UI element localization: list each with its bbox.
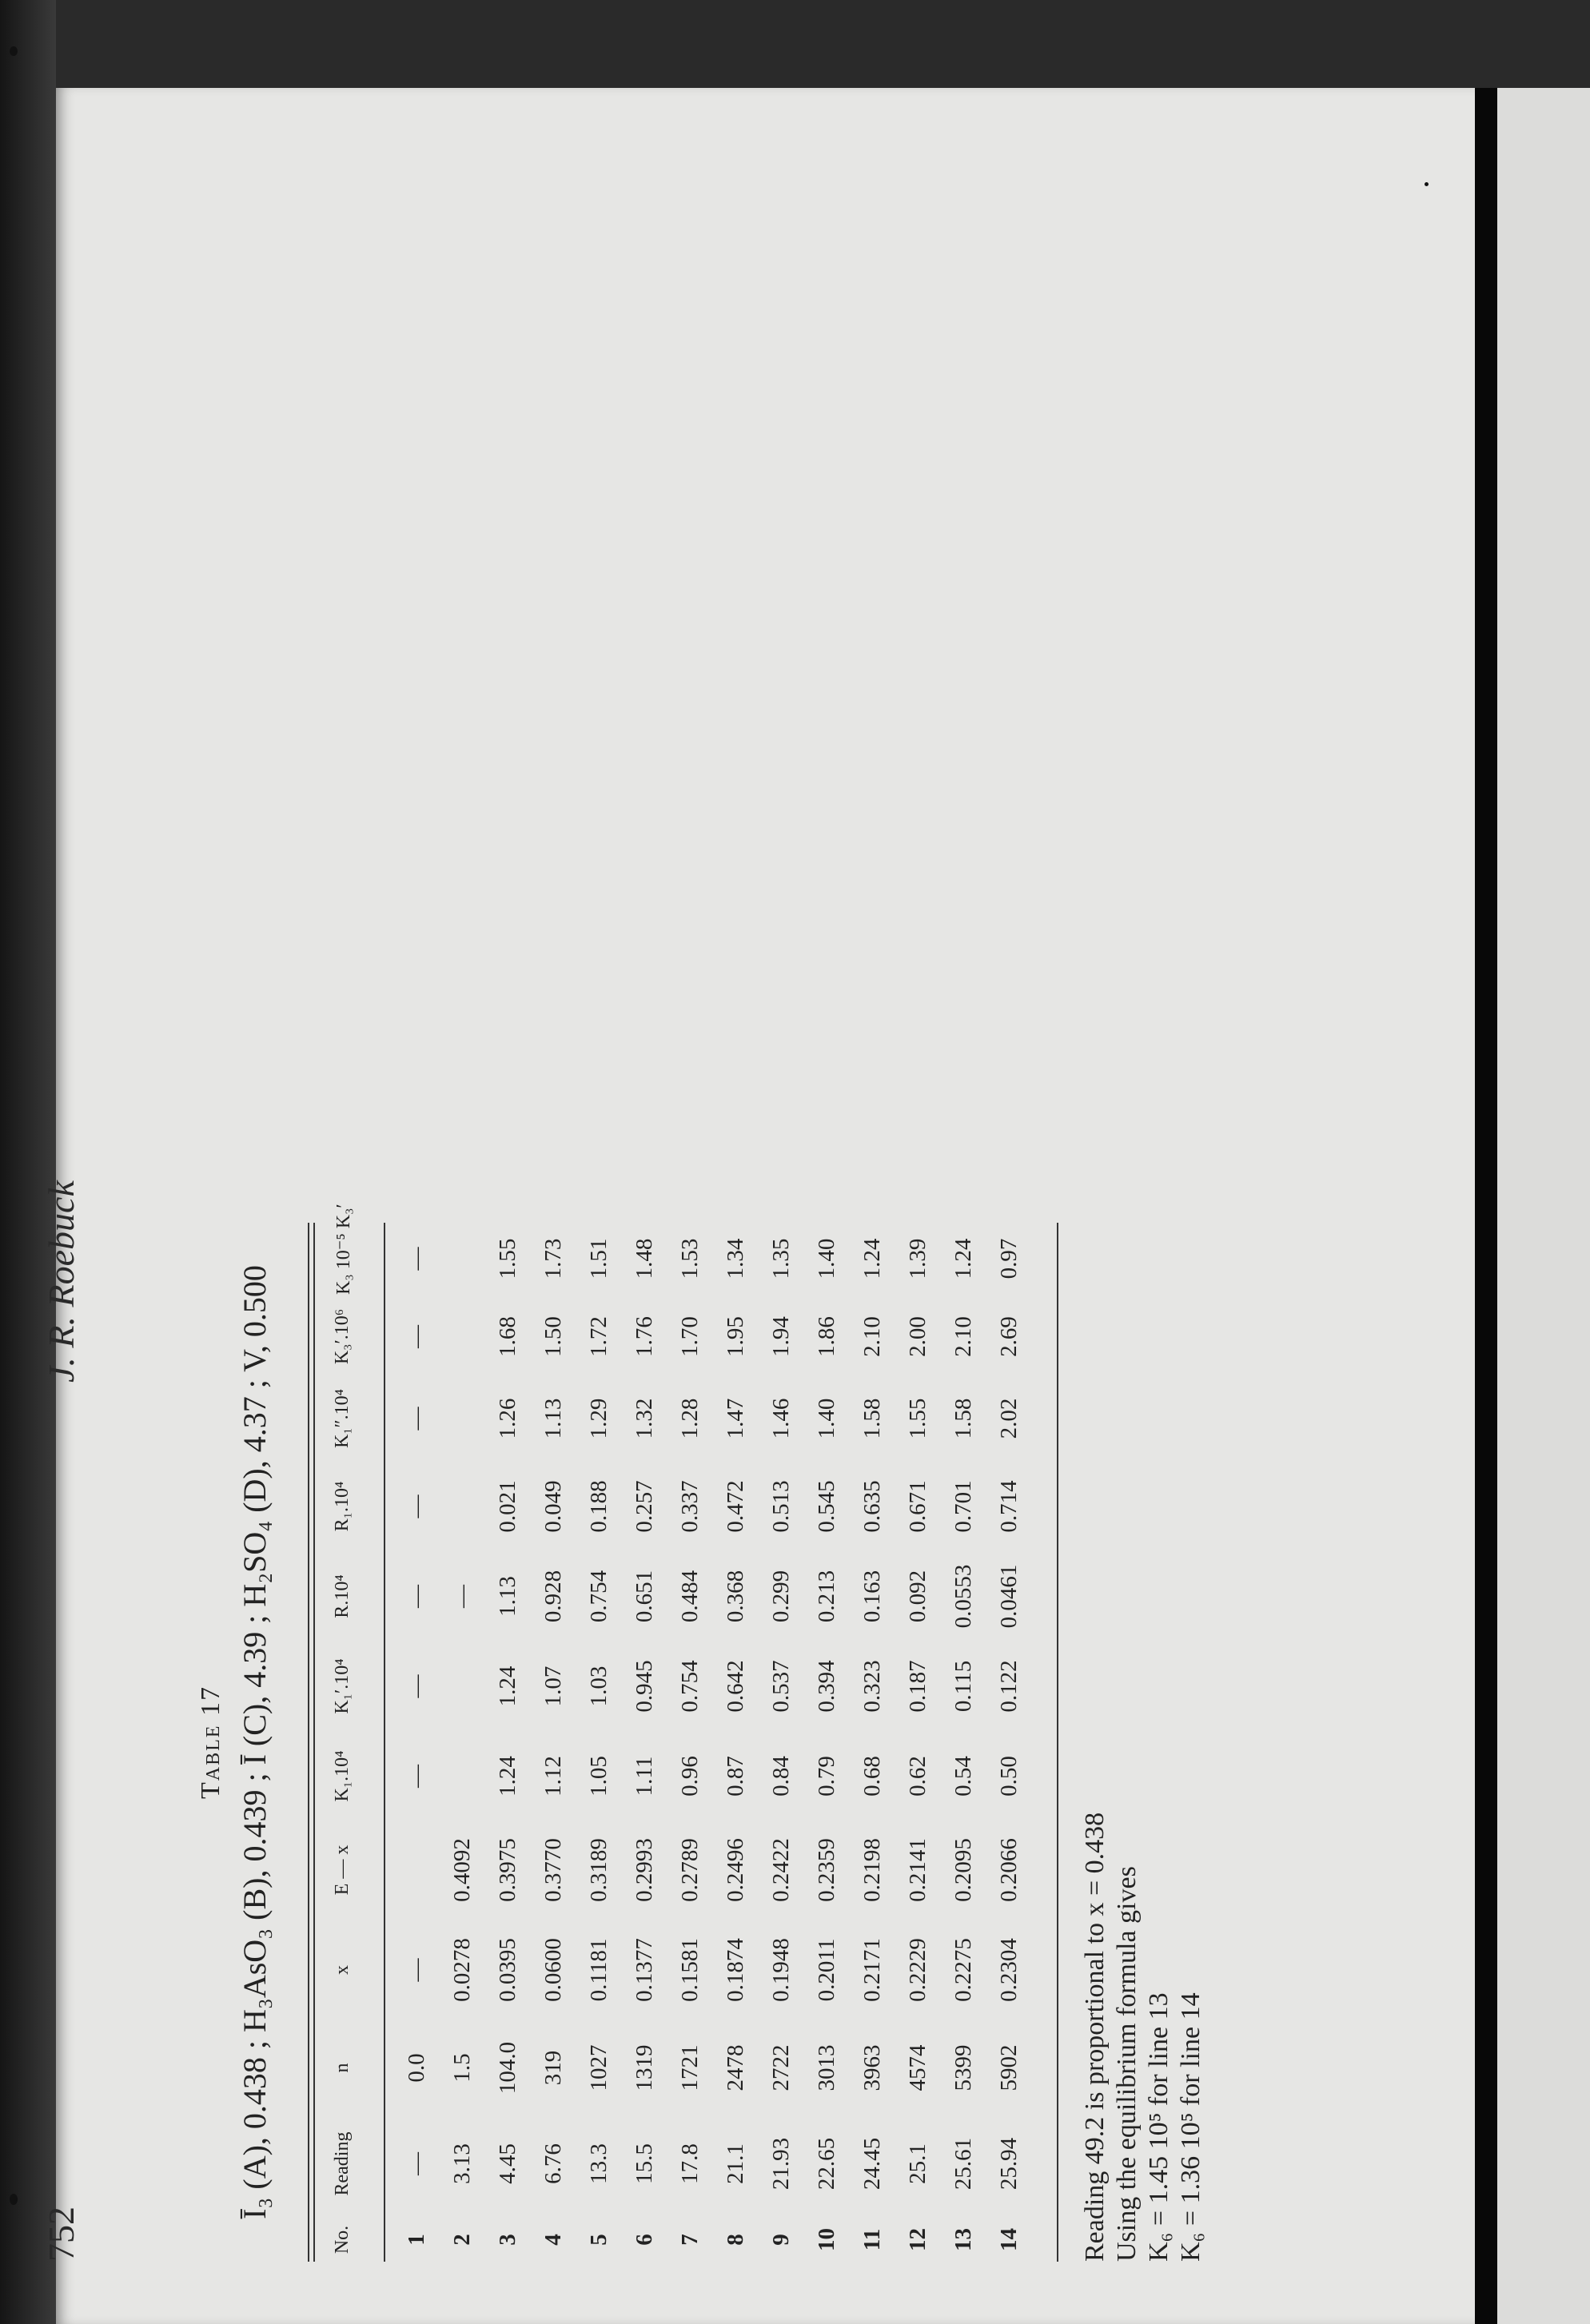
table-title: Table 17 [196,1685,225,1799]
table-cell: 1319 [632,2044,657,2091]
table-cell: 4574 [905,2044,930,2091]
table-cell: 0.1581 [677,1938,703,2002]
table-cell: 2.10 [950,1316,976,1357]
table-caption: Ī₃ (A), 0.438 ; H₃AsO₃ (B), 0.439 ; Ī (C), 4.39 ; H₂SO₄ (D), 4.37 ; V, 0.500 [237,1265,273,2219]
table-cell: 15.5 [632,2143,657,2184]
page-number: 752 [41,2207,82,2262]
row-number: 6 [632,2234,657,2246]
column-header: K₁.10⁴ [332,1750,353,1802]
table-cell: 25.1 [905,2143,930,2184]
table-cell: 1.51 [586,1238,612,1279]
table-cell: 1.07 [540,1665,566,1707]
table-cell: 0.213 [814,1570,839,1623]
table-cell: 1.70 [677,1316,703,1357]
row-number: 3 [495,2234,520,2246]
table-cell: — [404,1494,429,1518]
table-cell: 0.2229 [905,1938,930,2002]
table-cell: 0.3770 [540,1838,566,1902]
table-cell: — [449,1585,475,1608]
table-cell: 0.754 [586,1570,612,1623]
table-cell: 0.754 [677,1660,703,1713]
table-cell: 2478 [723,2044,748,2091]
table-cell: — [404,1958,429,1982]
table-cell: — [404,1247,429,1271]
table-cell: 1.68 [495,1316,520,1357]
table-cell: 319 [540,2050,566,2086]
table-cell: 3.13 [449,2143,475,2184]
table-cell: 0.3975 [495,1838,520,1902]
scan-speck [10,46,18,56]
table-cell: 0.2171 [859,1938,885,2002]
row-number: 4 [540,2234,566,2246]
table-cell: 0.0395 [495,1938,520,2002]
table-cell: 1.53 [677,1238,703,1279]
table-cell: 0.2359 [814,1838,839,1902]
row-number: 5 [586,2234,612,2246]
table-cell: 0.671 [905,1480,930,1533]
table-cell: 1.76 [632,1316,657,1357]
table-cell: 1.86 [814,1316,839,1357]
scan-speck [10,2194,18,2205]
table-cell: 13.3 [586,2143,612,2184]
column-header: K₃ 10⁻⁵ K₃′ [333,1204,354,1295]
table-cell: 0.928 [540,1570,566,1623]
table-cell: 0.2141 [905,1838,930,1902]
table-cell: 0.97 [996,1238,1022,1279]
table-top-rule [308,1223,315,2262]
table-cell: 0.635 [859,1480,885,1533]
table-cell: 1.58 [950,1398,976,1439]
table-cell: 0.54 [950,1756,976,1797]
row-number: 14 [996,2228,1022,2251]
table-cell: 1.72 [586,1316,612,1357]
table-cell: 0.0600 [540,1938,566,2002]
table-cell: 0.0 [404,2053,429,2083]
table-cell: 1.55 [905,1398,930,1439]
table-cell: 0.84 [768,1756,794,1797]
table-cell: 0.187 [905,1660,930,1713]
table-cell: 0.2066 [996,1838,1022,1902]
book-spine [1475,88,1497,2324]
table-cell: — [404,1407,429,1431]
table-cell: 0.1948 [768,1938,794,2002]
table-cell: 2.10 [859,1316,885,1357]
table-cell: 1.32 [632,1398,657,1439]
column-header: R₁.10⁴ [332,1481,353,1532]
table-cell: 0.50 [996,1756,1022,1797]
table-cell: 0.2304 [996,1938,1022,2002]
table-cell: 0.122 [996,1660,1022,1713]
table-cell: 0.394 [814,1660,839,1713]
column-header: K₁′.10⁴ [332,1658,353,1714]
table-cell: 1.24 [859,1238,885,1279]
table-cell: 2.02 [996,1398,1022,1439]
table-cell: 0.2095 [950,1838,976,1902]
table-cell: 1.50 [540,1316,566,1357]
table-cell: 0.2993 [632,1838,657,1902]
table-cell: 0.323 [859,1660,885,1713]
table-cell: 0.092 [905,1570,930,1623]
table-cell: 0.513 [768,1480,794,1533]
table-cell: 0.337 [677,1480,703,1533]
table-cell: 0.368 [723,1570,748,1623]
row-number: 11 [859,2228,885,2251]
table-cell: 1.58 [859,1398,885,1439]
table-cell: 0.484 [677,1570,703,1623]
note-k6-line14: K₆ = 1.36 10⁵ for line 14 [1176,1992,1205,2262]
table-cell: 1.05 [586,1756,612,1797]
rotated-page-content [40,440,1205,2262]
table-cell: 0.0553 [950,1564,976,1629]
row-number: 1 [404,2234,429,2246]
table-cell: 1.24 [950,1238,976,1279]
table-cell: 1027 [586,2044,612,2091]
table-cell: — [404,1674,429,1698]
table-cell: 24.45 [859,2137,885,2191]
table-cell: 0.701 [950,1480,976,1533]
row-number: 9 [768,2234,794,2246]
table-cell: 0.1181 [586,1938,612,2002]
table-cell: 3013 [814,2044,839,2091]
table-cell: 0.945 [632,1660,657,1713]
table-cell: 6.76 [540,2143,566,2184]
table-cell: 0.537 [768,1660,794,1713]
table-cell: 1.46 [768,1398,794,1439]
table-cell: 1.13 [495,1576,520,1617]
table-cell: 0.115 [950,1660,976,1713]
table-cell: 2.00 [905,1316,930,1357]
table-cell: 1.29 [586,1398,612,1439]
table-cell: — [404,1765,429,1788]
row-number: 8 [723,2234,748,2246]
table-cell: 0.472 [723,1480,748,1533]
table-cell: 1.47 [723,1398,748,1439]
table-cell: 104.0 [495,2041,520,2095]
table-cell: 0.299 [768,1570,794,1623]
column-header: No. [332,2225,353,2254]
table-cell: 0.257 [632,1480,657,1533]
column-header: K₁″.10⁴ [332,1388,353,1449]
column-header: E — x [332,1844,353,1896]
table-cell: 1.35 [768,1238,794,1279]
table-cell: 1.5 [449,2053,475,2083]
column-header: n [332,2063,353,2073]
table-cell: 21.1 [723,2143,748,2184]
running-head: J. R. Roebuck [41,1180,82,1383]
table-cell: 0.4092 [449,1838,475,1902]
table-cell: 1.94 [768,1316,794,1357]
table-cell: 17.8 [677,2143,703,2184]
table-cell: 21.93 [768,2137,794,2191]
table-cell: 1.03 [586,1665,612,1707]
table-cell: 0.2789 [677,1838,703,1902]
table-cell: 25.61 [950,2137,976,2191]
table-cell: 0.714 [996,1480,1022,1533]
table-cell: 0.87 [723,1756,748,1797]
table-cell: 1.48 [632,1238,657,1279]
facing-page [1497,88,1590,2324]
table-cell: 0.2275 [950,1938,976,2002]
column-header: R.10⁴ [332,1574,353,1618]
row-number: 13 [950,2228,976,2251]
scan-speck [1425,182,1429,186]
table-cell: — [404,1585,429,1608]
table-cell: 0.2011 [814,1938,839,2002]
row-number: 10 [814,2228,839,2251]
table-cell: 1.11 [632,1756,657,1797]
table-cell: 22.65 [814,2137,839,2191]
table-cell: 0.642 [723,1660,748,1713]
table-cell: 1.13 [540,1398,566,1439]
table-cell: 0.2422 [768,1838,794,1902]
table-cell: 1.55 [495,1238,520,1279]
note-equilibrium: Using the equilibrium formula gives [1112,1866,1142,2262]
table-cell: 1.40 [814,1238,839,1279]
note-reading: Reading 49.2 is proportional to x = 0.438 [1080,1812,1110,2262]
table-cell: 0.3189 [586,1838,612,1902]
column-header: x [332,1965,353,1975]
table-cell: 0.188 [586,1480,612,1533]
table-bottom-rule [1057,1223,1058,2262]
table-cell: 0.163 [859,1570,885,1623]
table-cell: 0.79 [814,1756,839,1797]
table-cell: 0.62 [905,1756,930,1797]
table-cell: 0.049 [540,1480,566,1533]
table-cell: 2722 [768,2044,794,2091]
table-cell: — [404,2152,429,2175]
table-cell: 1.26 [495,1398,520,1439]
table-cell: 1.73 [540,1238,566,1279]
table-cell: 0.0278 [449,1938,475,2002]
table-cell: 0.68 [859,1756,885,1797]
table-cell: 0.0461 [996,1564,1022,1629]
table-notes [1079,1223,1207,2262]
table-cell: 1.34 [723,1238,748,1279]
row-number: 2 [449,2234,475,2246]
table-cell: 25.94 [996,2137,1022,2191]
table-cell: — [404,1325,429,1348]
row-number: 7 [677,2234,703,2246]
table-cell: 1.95 [723,1316,748,1357]
table-cell: 0.96 [677,1756,703,1797]
row-number: 12 [905,2228,930,2251]
table-cell: 5399 [950,2044,976,2091]
table-cell: 0.2496 [723,1838,748,1902]
table-cell: 0.1377 [632,1938,657,2002]
column-header: K₃′.10⁶ [332,1308,353,1365]
table-cell: 1.24 [495,1756,520,1797]
table-cell: 1.12 [540,1756,566,1797]
table-cell: 0.021 [495,1480,520,1533]
table-cell: 5902 [996,2044,1022,2091]
table-cell: 0.2198 [859,1838,885,1902]
note-k6-line13: K₆ = 1.45 10⁵ for line 13 [1144,1992,1174,2262]
table-cell: 1.24 [495,1665,520,1707]
table-cell: 1.39 [905,1238,930,1279]
table-cell: 1721 [677,2044,703,2091]
table-cell: 0.651 [632,1570,657,1623]
table-cell: 1.40 [814,1398,839,1439]
column-header: Reading [332,2131,353,2196]
table-cell: 0.545 [814,1480,839,1533]
table-cell: 2.69 [996,1316,1022,1357]
table-cell: 1.28 [677,1398,703,1439]
table-cell: 0.1874 [723,1938,748,2002]
table-cell: 3963 [859,2044,885,2091]
table-cell: 4.45 [495,2143,520,2184]
